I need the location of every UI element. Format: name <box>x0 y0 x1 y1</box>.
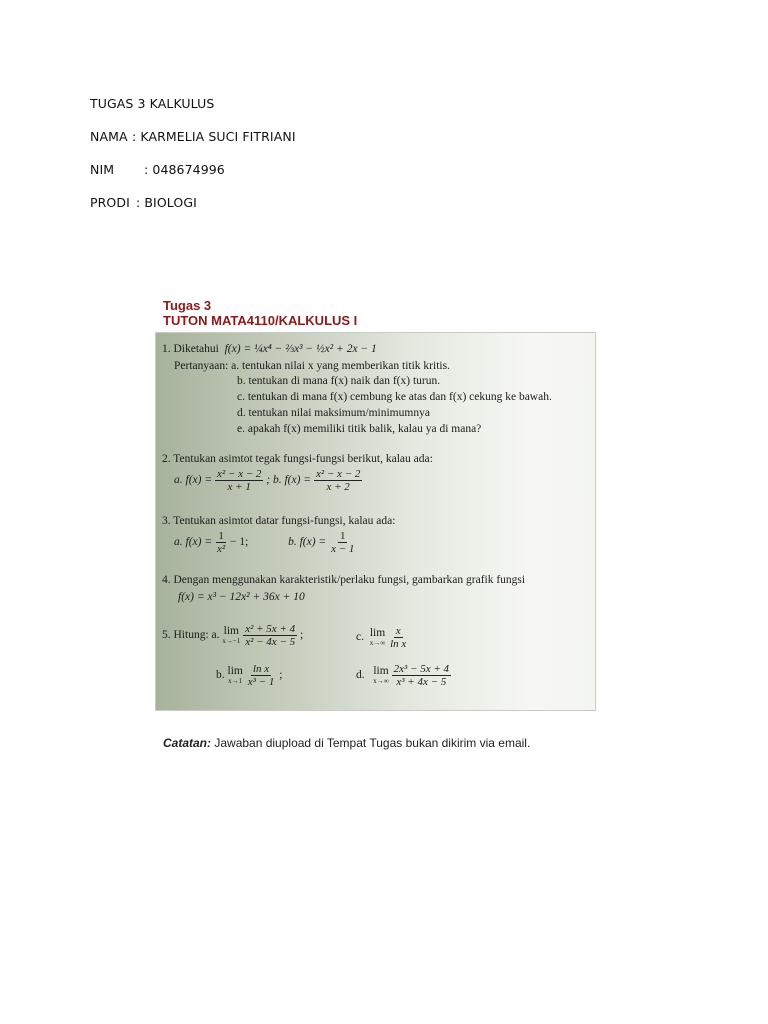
q1-part-e: e. apakah f(x) memiliki titik balik, kalau ya di mana? <box>237 423 482 435</box>
q5-a-subscript: x→−1 <box>222 636 241 645</box>
lim-text: lim <box>369 626 386 639</box>
document-title: TUGAS 3 KALKULUS <box>90 96 215 111</box>
q1-intro: 1. Diketahui <box>162 343 219 355</box>
q2-a-numerator: x² − x − 2 <box>216 468 262 480</box>
q2-a-denominator: x + 1 <box>227 481 251 493</box>
q5-c-numerator: x <box>395 625 401 637</box>
q3-a-fraction <box>215 530 227 555</box>
q5-d-label: d. <box>356 669 365 682</box>
q3-a-tail: − 1; <box>230 536 249 549</box>
q5-c-subscript: x→∞ <box>369 638 386 647</box>
q5-b-tail: ; <box>279 669 283 682</box>
question-2: 2. Tentukan asimtot tegak fungsi-fungsi berikut, kalau ada: <box>162 453 433 465</box>
q3-b-denominator: x − 1 <box>331 543 355 555</box>
note-label: Catatan: <box>163 736 212 750</box>
lim-text: lim <box>373 664 389 677</box>
q2-a-fraction <box>215 468 263 493</box>
q5-b-fraction <box>246 663 277 688</box>
q5-b-label: b. <box>216 669 225 682</box>
q2-b-numerator: x² − x − 2 <box>315 468 361 480</box>
q3-a-label: a. f(x) = <box>174 536 213 549</box>
note-text: Jawaban diupload di Tempat Tugas bukan dikirim via email. <box>211 736 531 750</box>
q1-part-a <box>174 360 450 372</box>
q5-b-denominator: x³ − 1 <box>247 676 275 688</box>
q2-b-denominator: x + 2 <box>326 481 350 493</box>
nim-value: : 048674996 <box>144 162 225 177</box>
question-3: 3. Tentukan asimtot datar fungsi-fungsi, kalau ada: <box>162 515 396 527</box>
q1-function: f(x) = ¼x⁴ − ⅔x³ − ½x² + 2x − 1 <box>224 343 377 355</box>
q5-a-limit <box>222 626 240 646</box>
q5-a-numerator: x² + 5x + 4 <box>245 623 296 635</box>
lim-text: lim <box>227 664 243 677</box>
q1-a-text: a. tentukan nilai x yang memberikan titik kritis. <box>231 360 450 372</box>
q5-a-fraction <box>243 623 297 648</box>
question-5 <box>162 623 303 648</box>
q1-part-b: b. tentukan di mana f(x) naik dan f(x) turun. <box>237 375 441 387</box>
question-1 <box>162 343 377 355</box>
q2-b-fraction <box>314 468 362 493</box>
q5-c-fraction <box>388 625 408 650</box>
q4-function: f(x) = x³ − 12x² + 36x + 10 <box>178 591 305 603</box>
q1-part-d: d. tentukan nilai maksimum/minimumnya <box>237 407 430 419</box>
q3-b-label: b. f(x) = <box>288 536 327 549</box>
q5-b-limit <box>228 666 243 686</box>
nim-line <box>90 162 225 177</box>
q2-functions <box>174 468 362 493</box>
name-label: NAMA <box>90 129 128 144</box>
q1-prompt: Pertanyaan: <box>174 360 229 372</box>
task-title: Tugas 3 <box>163 298 212 313</box>
note-line <box>163 736 530 750</box>
q3-a-denominator: x² <box>216 543 226 555</box>
q2-a-label: a. f(x) = <box>174 474 213 487</box>
q5-part-d <box>356 663 451 688</box>
q2-b-label: ; b. f(x) = <box>266 474 312 487</box>
q5-part-b <box>216 663 282 688</box>
prodi-value: : BIOLOGI <box>136 195 197 210</box>
q5-b-subscript: x→1 <box>228 676 243 685</box>
name-value: : KARMELIA SUCI FITRIANI <box>132 129 296 144</box>
q5-part-c <box>356 625 408 650</box>
assignment-image <box>156 333 595 710</box>
q5-d-fraction <box>392 663 451 688</box>
q5-d-denominator: x³ + 4x − 5 <box>396 676 447 688</box>
course-title: TUTON MATA4110/KALKULUS I <box>163 313 358 328</box>
q3-a-numerator: 1 <box>218 530 224 542</box>
q5-d-subscript: x→∞ <box>373 676 389 685</box>
prodi-label: PRODI <box>90 195 130 210</box>
name-line <box>90 129 296 144</box>
q5-c-label: c. <box>356 631 364 644</box>
prodi-line <box>90 195 197 210</box>
q5-d-numerator: 2x³ − 5x + 4 <box>393 663 450 675</box>
q5-b-numerator: ln x <box>252 663 270 675</box>
q5-d-limit <box>373 666 389 686</box>
q5-intro: 5. Hitung: a. <box>162 629 220 642</box>
lim-text: lim <box>223 624 240 637</box>
q3-b-numerator: 1 <box>339 530 346 542</box>
q5-c-denominator: ln x <box>390 638 407 650</box>
question-4: 4. Dengan menggunakan karakteristik/perlaku fungsi, gambarkan grafik fungsi <box>162 574 526 586</box>
nim-label: NIM <box>90 162 115 177</box>
q3-b-fraction <box>329 530 356 555</box>
q3-functions <box>174 530 356 555</box>
q5-a-tail: ; <box>300 629 304 642</box>
q5-a-denominator: x² − 4x − 5 <box>245 636 296 648</box>
q1-part-c: c. tentukan di mana f(x) cembung ke atas dan f(x) cekung ke bawah. <box>237 391 552 403</box>
q5-c-limit <box>370 628 386 648</box>
